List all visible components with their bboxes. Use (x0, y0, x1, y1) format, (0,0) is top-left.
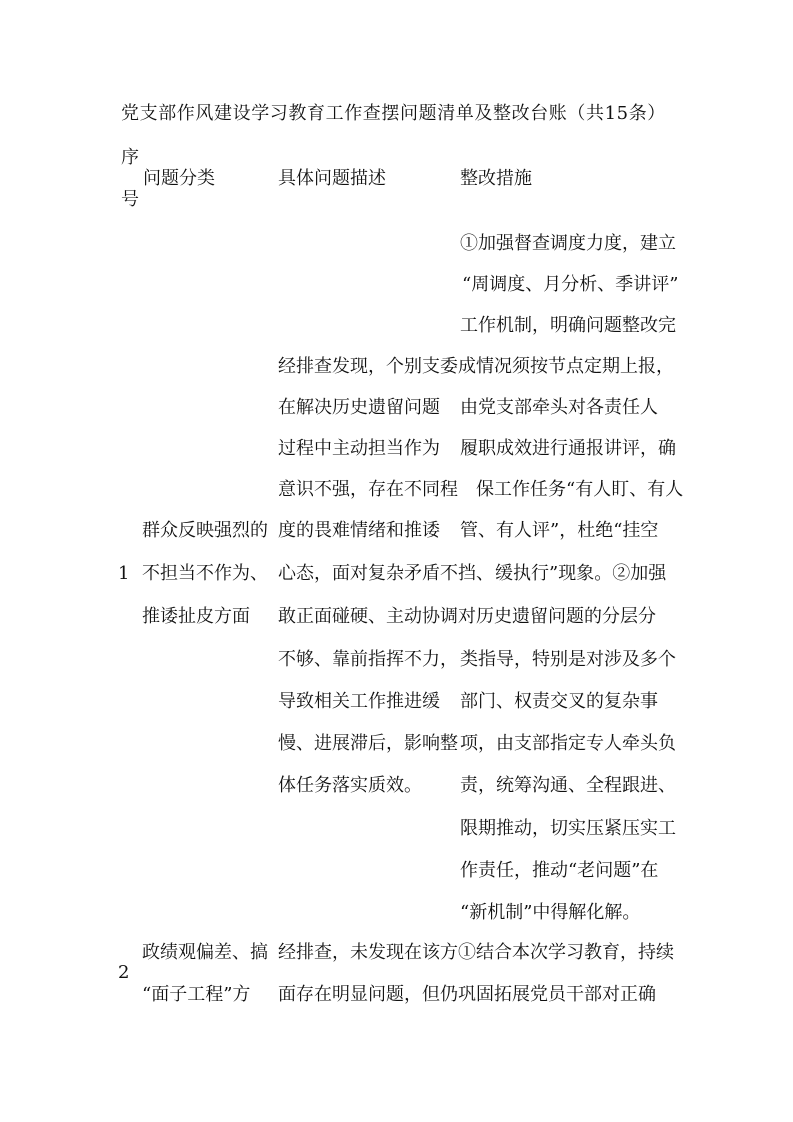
row-measure-line: 限期推动，切实压紧压实工 (460, 818, 676, 839)
row-category-line: 不担当不作为、 (142, 563, 268, 584)
row-measure-line: 由党支部牵头对各责任人 (460, 397, 658, 418)
row-measure-line: ①加强督查调度力度，建立 (460, 233, 676, 254)
row-measure-line: 情况须按节点定期上报， (476, 356, 674, 377)
row-measure-line: “新机制”中得解化解。 (460, 902, 641, 923)
row-description-line: 度的畏难情绪和推诿 (278, 520, 440, 541)
document-title: 党支部作风建设学习教育工作查摆问题清单及整改台账（共15条） (121, 103, 666, 124)
row-category-line: 推诿扯皮方面 (142, 606, 250, 627)
row-category-line: 群众反映强烈的 (142, 520, 268, 541)
row-measure-line: 管、有人评”，杜绝“挂空 (460, 520, 659, 541)
header-category: 问题分类 (143, 168, 215, 189)
header-seq-bottom: 号 (121, 189, 139, 210)
row-description-line: 不够、靠前指挥不力， (278, 649, 458, 670)
header-seq-top: 序 (121, 147, 139, 168)
row-seq: 1 (118, 563, 130, 584)
row-description-line: 心态，面对复杂矛盾不挡、 (278, 563, 494, 584)
row-measure-line: “周调度、月分析、季讲评” (462, 274, 679, 295)
row-measure-line: 责，统筹沟通、全程跟进、 (460, 775, 676, 796)
row-description-line: 意识不强，存在不同程 (278, 479, 458, 500)
row-description-line: 过程中主动担当作为 (278, 438, 440, 459)
header-description: 具体问题描述 (278, 168, 386, 189)
row-description-line: 慢、进展滞后，影响整 (278, 733, 458, 754)
row-measure-line: 履职成效进行通报讲评，确 (460, 438, 676, 459)
row-measure-line: 类指导，特别是对涉及多个 (460, 649, 676, 670)
row-category-line: 政绩观偏差、搞 (142, 942, 268, 963)
row-seq: 2 (118, 962, 130, 983)
row-measure-line: 历史遗留问题的分层分 (476, 606, 656, 627)
row-description-line: 经排查，未发现在该方 (278, 942, 458, 963)
row-measure-line: 项，由支部指定专人牵头负 (460, 733, 676, 754)
row-measure-line: ①结合本次学习教育，持续 (458, 942, 674, 963)
row-description-line: 敢正面碰硬、主动协调对 (278, 606, 476, 627)
row-measure-line: 巩固拓展党员干部对正确 (458, 984, 656, 1005)
row-measure-line: 工作机制，明确问题整改完 (460, 315, 676, 336)
row-description-line: 体任务落实质效。 (278, 775, 422, 796)
row-category-line: “面子工程”方 (142, 984, 251, 1005)
row-description-line: 面存在明显问题，但仍 (278, 984, 458, 1005)
header-measures: 整改措施 (460, 168, 532, 189)
row-description-line: 导致相关工作推进缓 (278, 691, 440, 712)
row-measure-line: 缓执行”现象。②加强 (495, 563, 667, 584)
row-measure-line: 保工作任务“有人盯、有人 (476, 479, 684, 500)
row-description-line: 经排查发现，个别支委成 (278, 356, 476, 377)
row-measure-line: 作责任，推动“老问题”在 (460, 860, 659, 881)
row-description-line: 在解决历史遗留问题 (278, 397, 440, 418)
row-measure-line: 部门、权责交叉的复杂事 (460, 691, 658, 712)
